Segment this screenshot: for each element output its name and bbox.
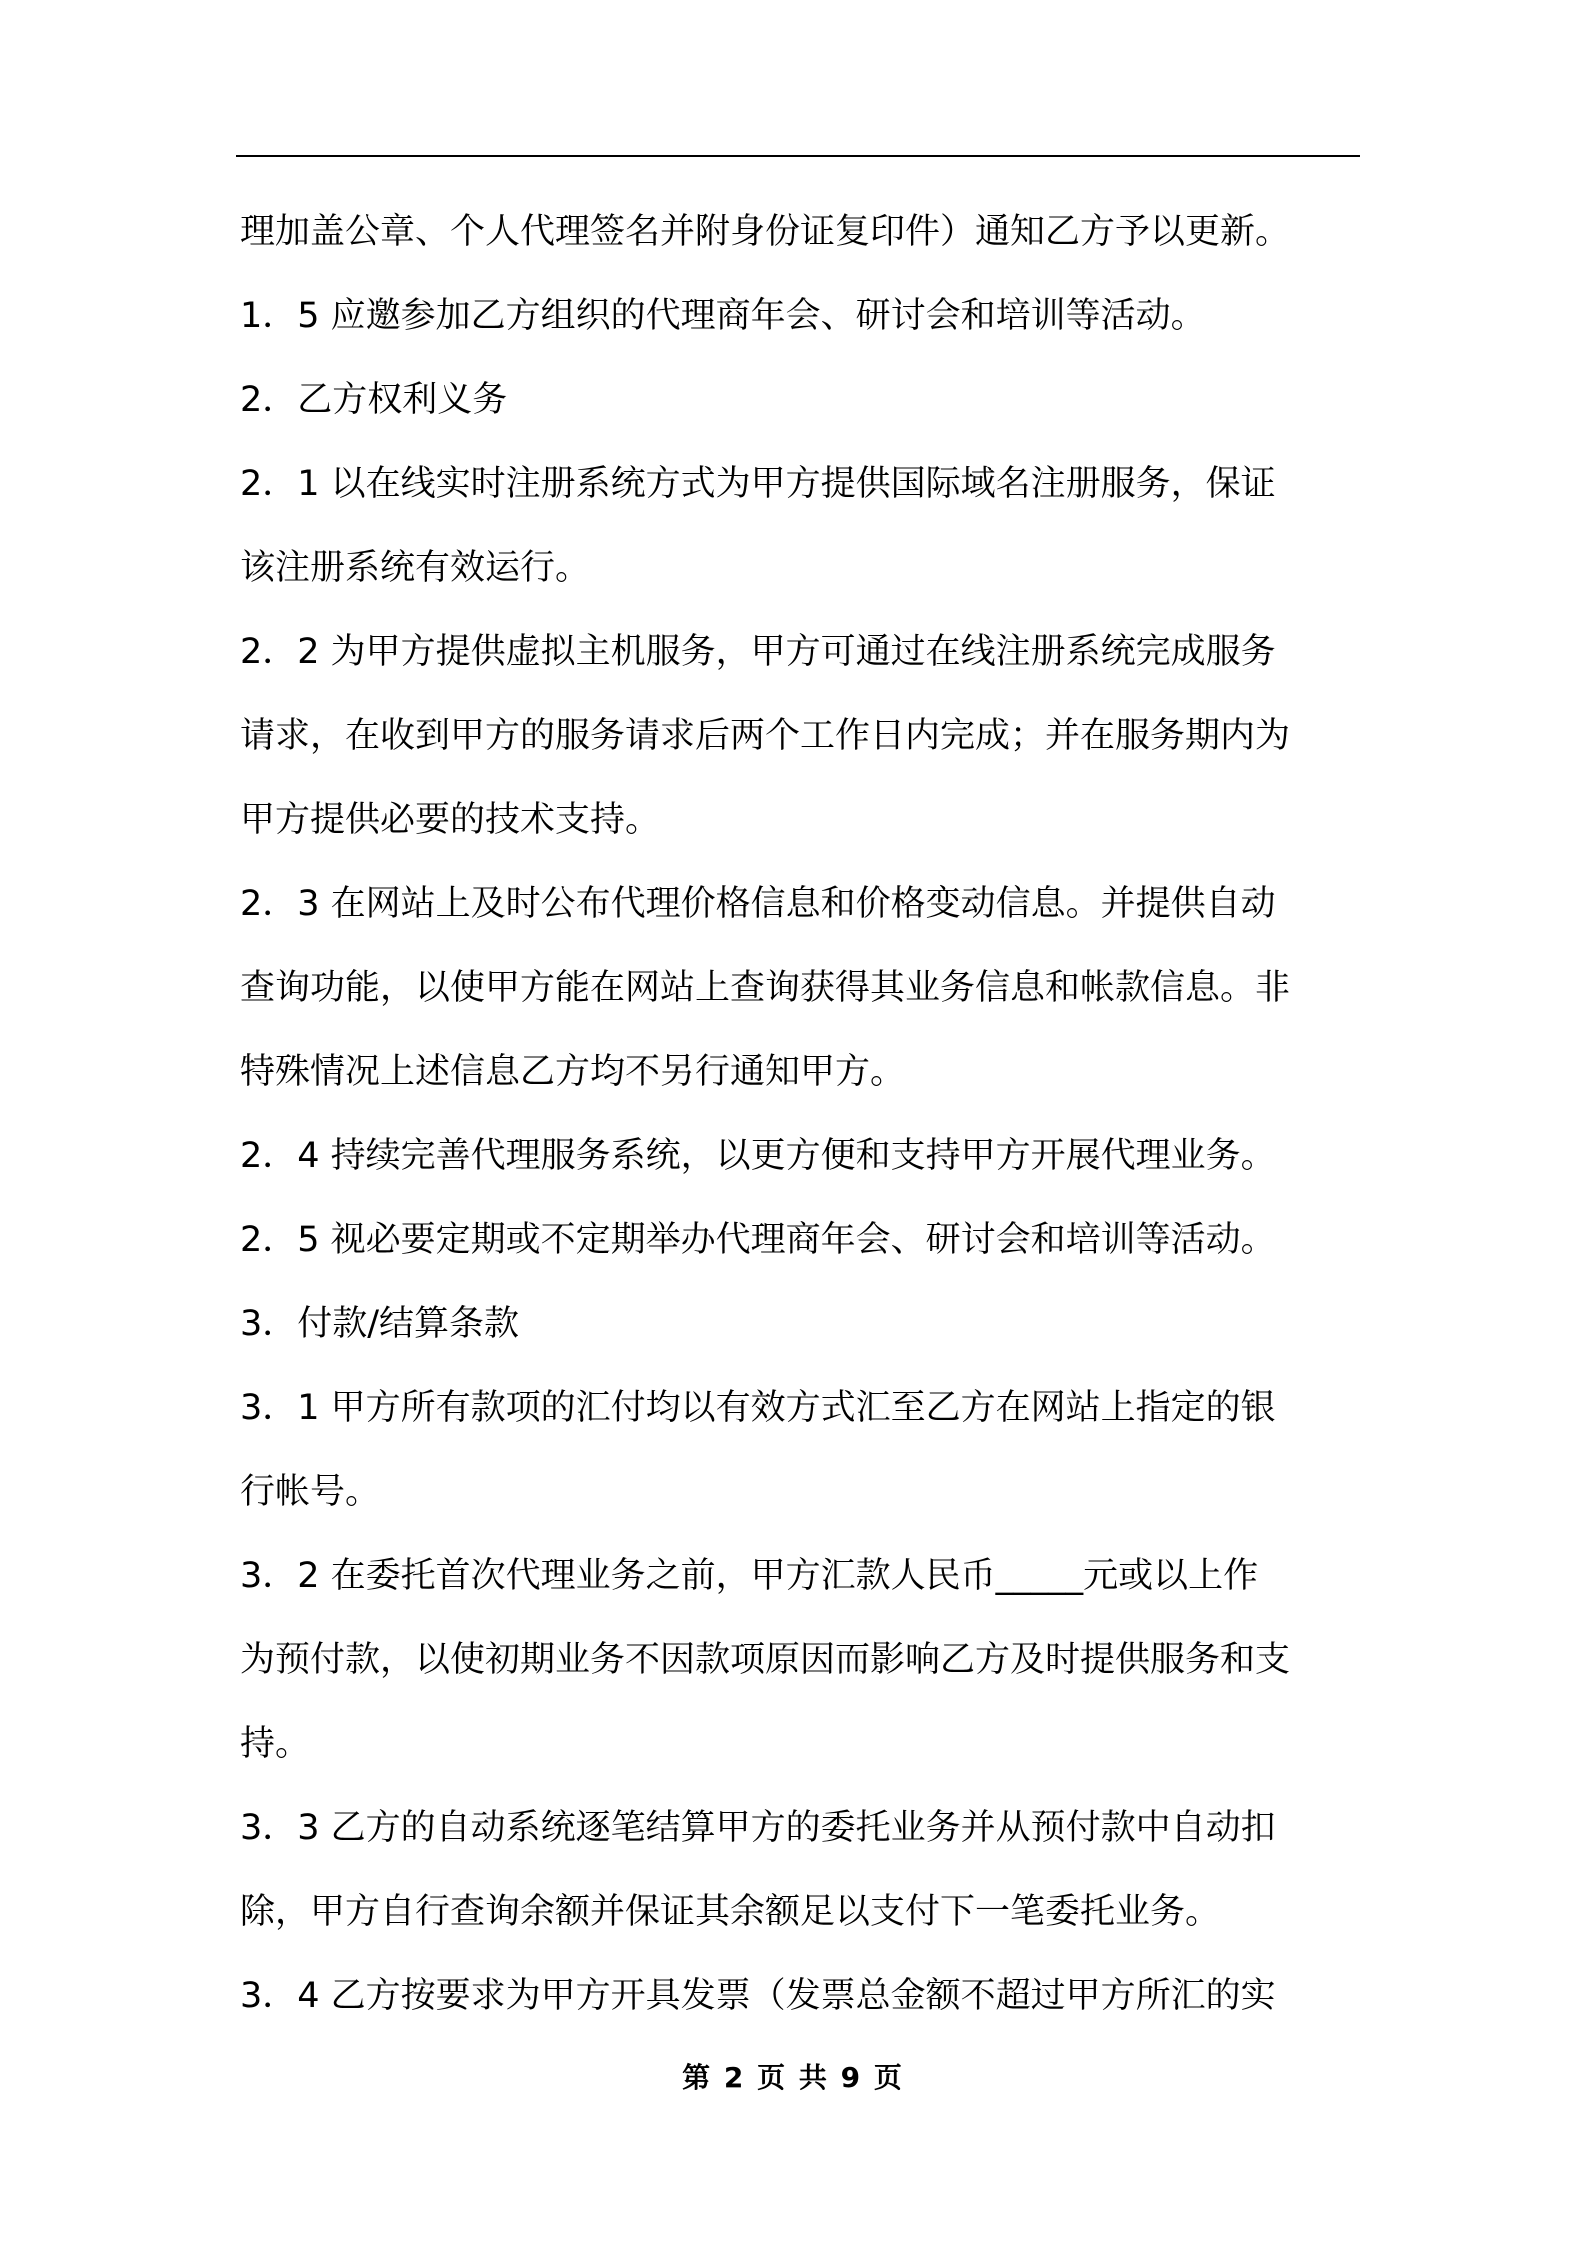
body-line: 该注册系统有效运行。 (240, 548, 591, 588)
body-line: 1．5 应邀参加乙方组织的代理商年会、研讨会和培训等活动。 (240, 296, 1206, 336)
body-line: 2．4 持续完善代理服务系统，以更方便和支持甲方开展代理业务。 (240, 1136, 1276, 1176)
body-line: 3．2 在委托首次代理业务之前，甲方汇款人民币_____元或以上作 (240, 1556, 1259, 1596)
body-line: 行帐号。 (240, 1472, 381, 1512)
body-line: 2．乙方权利义务 (240, 380, 508, 420)
header-rule (236, 155, 1360, 157)
body-line: 3．1 甲方所有款项的汇付均以有效方式汇至乙方在网站上指定的银 (240, 1388, 1276, 1428)
body-line: 理加盖公章、个人代理签名并附身份证复印件）通知乙方予以更新。 (240, 212, 1291, 252)
body-line: 请求，在收到甲方的服务请求后两个工作日内完成；并在服务期内为 (240, 716, 1291, 756)
body-line: 2．5 视必要定期或不定期举办代理商年会、研讨会和培训等活动。 (240, 1220, 1276, 1260)
body-line: 2．3 在网站上及时公布代理价格信息和价格变动信息。并提供自动 (240, 884, 1276, 924)
body-line: 持。 (240, 1724, 311, 1764)
body-line: 为预付款，以使初期业务不因款项原因而影响乙方及时提供服务和支 (240, 1640, 1291, 1680)
body-line: 3．付款/结算条款 (240, 1304, 520, 1344)
body-line: 特殊情况上述信息乙方均不另行通知甲方。 (240, 1052, 906, 1092)
body-line: 3．3 乙方的自动系统逐笔结算甲方的委托业务并从预付款中自动扣 (240, 1808, 1276, 1848)
document-body (240, 190, 1362, 2038)
body-line: 2．2 为甲方提供虚拟主机服务，甲方可通过在线注册系统完成服务 (240, 632, 1276, 672)
body-line: 甲方提供必要的技术支持。 (240, 800, 661, 840)
body-line: 查询功能，以使甲方能在网站上查询获得其业务信息和帐款信息。非 (240, 968, 1291, 1008)
body-line: 除，甲方自行查询余额并保证其余额足以支付下一笔委托业务。 (240, 1892, 1221, 1932)
body-line: 2．1 以在线实时注册系统方式为甲方提供国际域名注册服务，保证 (240, 464, 1276, 504)
body-line: 3．4 乙方按要求为甲方开具发票（发票总金额不超过甲方所汇的实 (240, 1976, 1276, 2016)
page-number-footer: 第 2 页 共 9 页 (682, 2061, 904, 2094)
